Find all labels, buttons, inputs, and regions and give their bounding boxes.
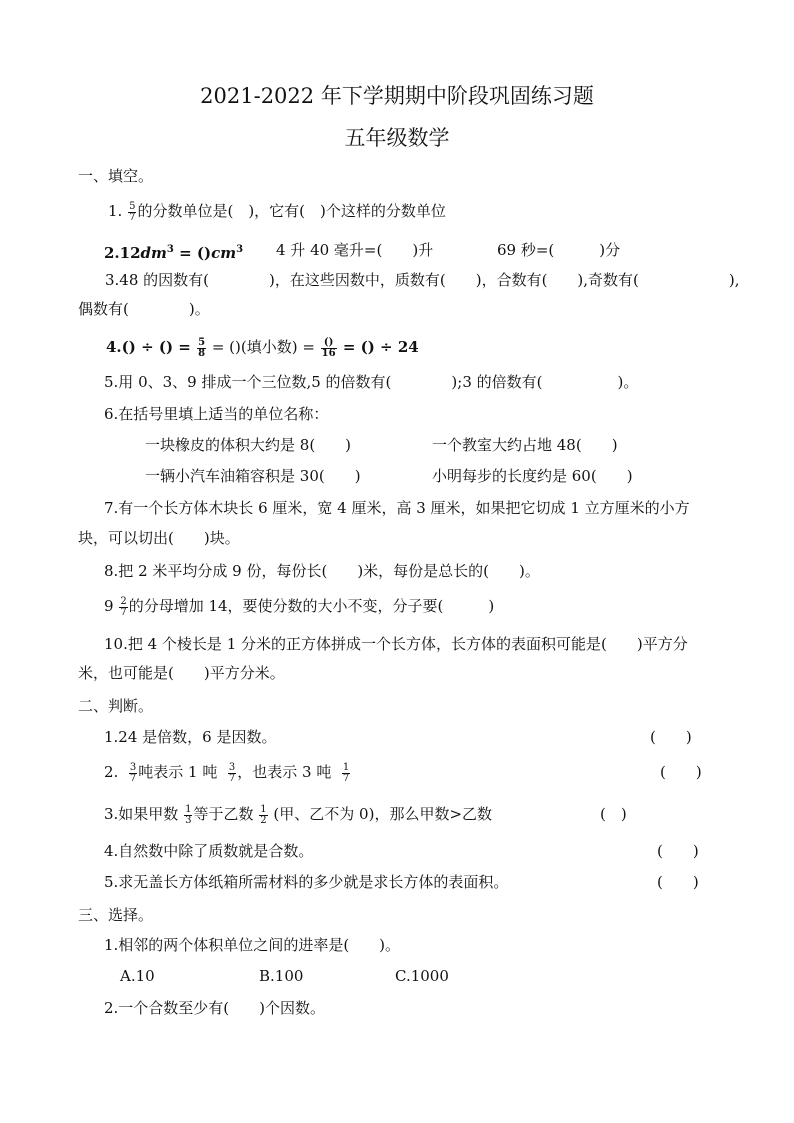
judge-3 [104, 804, 492, 826]
q9-number: 9 [104, 597, 119, 615]
j2-f3-num: 1 [342, 761, 350, 773]
q4-lead: 4.() ÷ () = [106, 338, 197, 356]
question-4 [106, 337, 419, 359]
j3-f1-num: 1 [185, 803, 192, 815]
question-2-c: 69 秒=( )分 [497, 241, 621, 259]
j2-fraction-3 [342, 763, 350, 784]
judge-2 [104, 762, 351, 784]
choice-1-option-a[interactable]: A.10 [120, 967, 155, 985]
q9-text: 的分母增加 14，要使分数的大小不变，分子要( ) [128, 597, 495, 615]
judge-5: 5.求无盖长方体纸箱所需材料的多少就是求长方体的表面积。 [104, 873, 509, 891]
j3-f2-den: 2 [260, 814, 267, 826]
question-6-stem: 6.在括号里填上适当的单位名称： [104, 405, 329, 423]
j3-f1-den: 3 [185, 814, 192, 826]
question-1 [108, 201, 446, 223]
q9-frac-num: 2 [120, 595, 127, 607]
j3-text-2: (甲、乙不为 0)，那么甲数>乙数 [273, 805, 493, 823]
question-2-b: 4 升 40 毫升=( )升 [276, 241, 434, 259]
judge-4-bracket[interactable]: ( ) [657, 842, 699, 860]
q2-unit1: dm [140, 244, 167, 262]
title-line2: 五年级数学 [344, 126, 450, 150]
j2-text-2: ，也表示 3 吨 [237, 763, 332, 781]
question-2-a [104, 240, 243, 263]
section-heading-choice: 三、选择。 [78, 906, 154, 924]
q4-f1-den: 8 [198, 347, 206, 359]
q4-mid: = ()(填小数) = [207, 338, 320, 356]
section-heading-judge: 二、判断。 [78, 697, 154, 715]
q9-frac-den: 7 [120, 606, 127, 618]
judge-4: 4.自然数中除了质数就是合数。 [104, 842, 314, 860]
j2-f2-num: 3 [228, 761, 236, 773]
q1-number: 1. [108, 202, 123, 220]
judge-1-bracket[interactable]: ( ) [650, 728, 692, 746]
judge-1: 1.24 是倍数，6 是因数。 [104, 728, 277, 746]
j3-fraction-2 [259, 805, 267, 826]
question-3-line2: 偶数有( )。 [78, 300, 210, 318]
question-8: 8.把 2 米平均分成 9 份，每份长( )米，每份是总长的( )。 [104, 562, 540, 580]
choice-1-stem: 1.相邻的两个体积单位之间的进率是( )。 [104, 936, 401, 954]
q2-lead: 2.12 [104, 244, 141, 262]
q4-fraction-1 [197, 338, 206, 359]
j2-f1-den: 7 [129, 772, 137, 784]
j3-prefix: 3.如果甲数 [104, 805, 179, 823]
judge-5-bracket[interactable]: ( ) [657, 873, 699, 891]
choice-1-option-b[interactable]: B.100 [259, 967, 304, 985]
j2-f3-den: 7 [342, 772, 350, 784]
question-10-line2: 米，也可能是( )平方分米。 [78, 664, 285, 682]
j3-fraction-1 [184, 805, 192, 826]
q1-text: 的分数单位是( )，它有( )个这样的分数单位 [137, 202, 446, 220]
q4-f2-den: 16 [321, 347, 336, 359]
question-6-b: 一个教室大约占地 48( ) [432, 436, 618, 454]
q2-unit2: cm [211, 244, 237, 262]
question-3-line1: 3.48 的因数有( )，在这些因数中，质数有( )，合数有( ),奇数有( ), [105, 271, 740, 289]
j3-text-1: 等于乙数 [193, 805, 254, 823]
q4-f2-num: () [321, 338, 337, 349]
question-6-c: 一辆小汽车油箱容积是 30( ) [145, 467, 361, 485]
q2-sup2: 3 [236, 244, 244, 255]
q4-fraction-2 [321, 338, 337, 359]
section-heading-fill: 一、填空。 [78, 167, 154, 185]
j2-fraction-2 [228, 763, 236, 784]
question-6-d: 小明每步的长度约是 60( ) [432, 467, 633, 485]
q1-frac-num: 5 [129, 200, 136, 212]
j2-f2-den: 7 [228, 772, 236, 784]
q1-frac-den: 7 [129, 211, 136, 223]
q9-fraction [119, 597, 127, 618]
question-5: 5.用 0、3、9 排成一个三位数,5 的倍数有( );3 的倍数有( )。 [104, 373, 639, 391]
j2-text-1: 吨表示 1 吨 [138, 763, 218, 781]
q2-mid: = () [173, 244, 212, 262]
j3-f2-num: 1 [260, 803, 267, 815]
title-line1: 2021-2022 年下学期期中阶段巩固练习题 [200, 84, 594, 108]
question-7-line2: 块，可以切出( )块。 [78, 529, 240, 547]
q1-fraction [128, 202, 136, 223]
choice-2-stem: 2.一个合数至少有( )个因数。 [104, 999, 326, 1017]
question-6-a: 一块橡皮的体积大约是 8( ) [145, 436, 352, 454]
question-7-line1: 7.有一个长方体木块长 6 厘米，宽 4 厘米，高 3 厘米，如果把它切成 1 立方厘米的小方 [104, 499, 690, 517]
q4-f1-num: 5 [198, 336, 206, 348]
j2-fraction-1 [129, 763, 137, 784]
question-10-line1: 10.把 4 个棱长是 1 分米的正方体拼成一个长方体，长方体的表面积可能是( )平方分 [104, 635, 688, 653]
choice-1-option-c[interactable]: C.1000 [395, 967, 449, 985]
j2-f1-num: 3 [129, 761, 137, 773]
judge-2-bracket[interactable]: ( ) [660, 763, 702, 781]
judge-3-bracket[interactable]: ( ) [600, 805, 627, 823]
question-9 [104, 596, 494, 618]
j2-number: 2. [104, 763, 119, 781]
q2-sup1: 3 [166, 244, 174, 255]
q4-tail: = () ÷ 24 [337, 338, 419, 356]
